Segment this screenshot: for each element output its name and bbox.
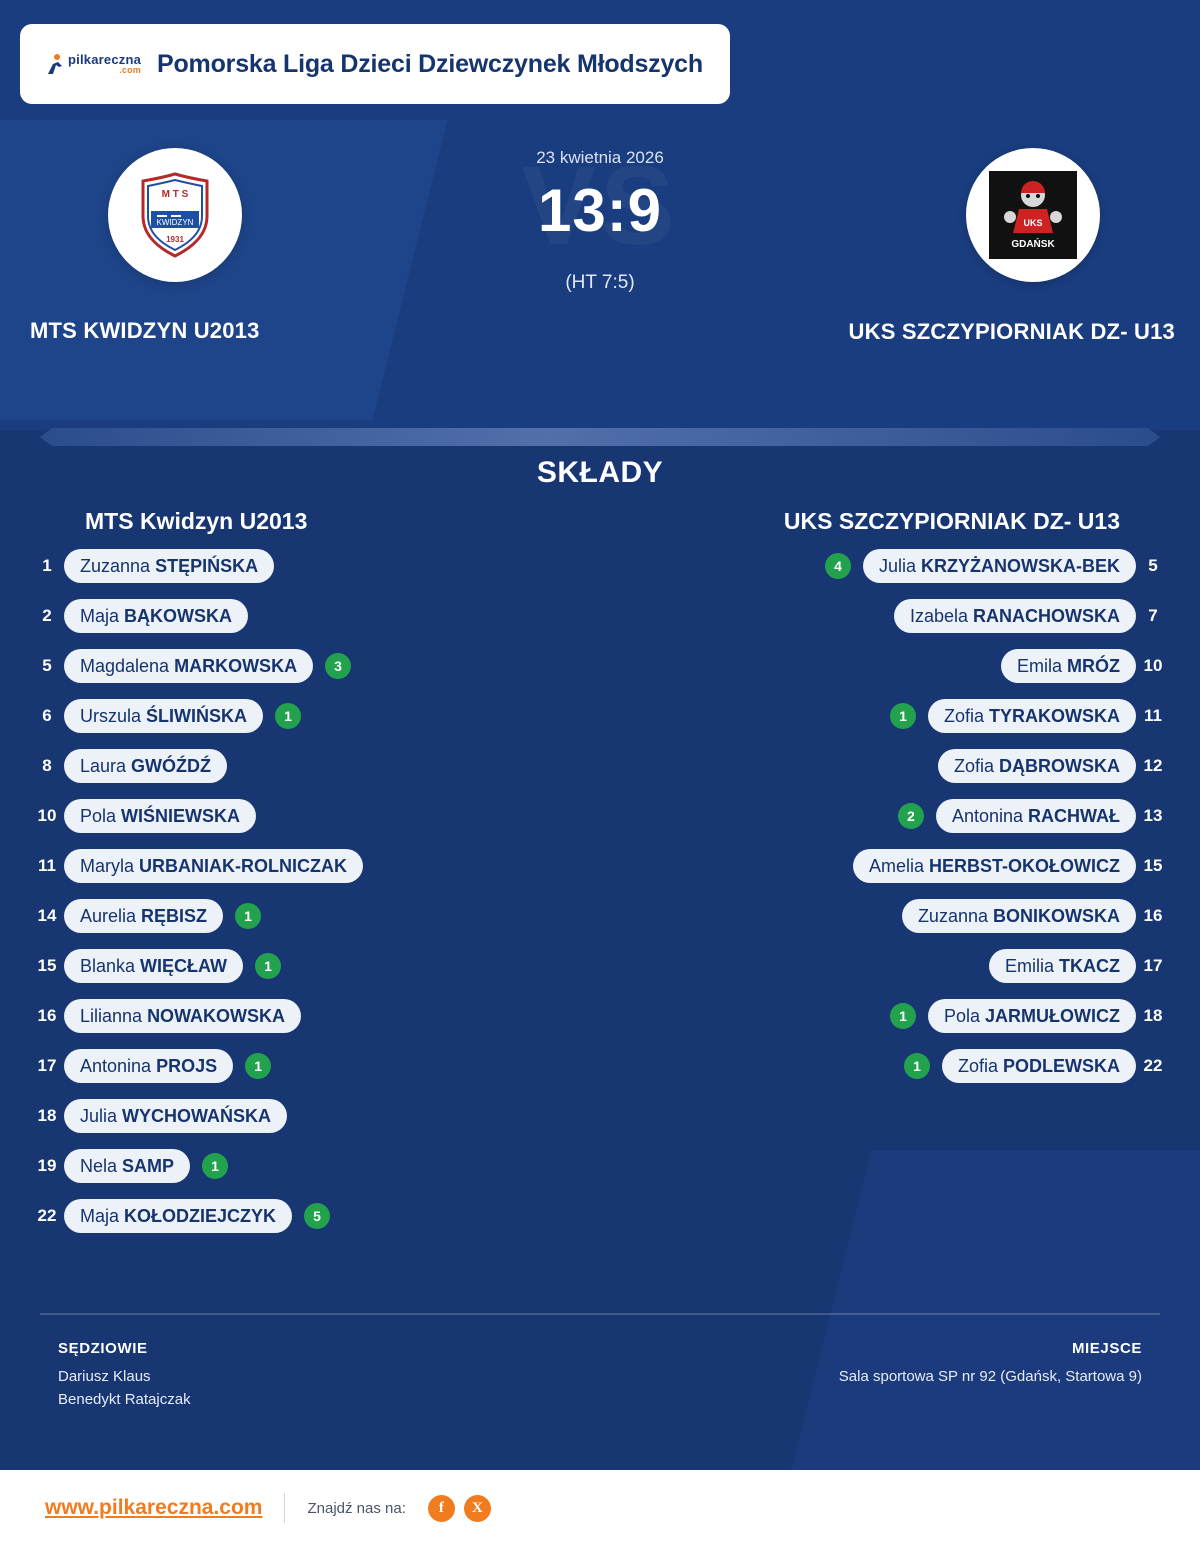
site-url-link[interactable]: www.pilkareczna.com: [45, 1496, 263, 1519]
match-score: 13:9: [537, 177, 663, 244]
player-number: 11: [38, 856, 56, 875]
player-last-name: SAMP: [122, 1155, 175, 1176]
player-last-name: JARMUŁOWICZ: [985, 1005, 1120, 1026]
player-name[interactable]: [64, 899, 223, 933]
player-number: 16: [1143, 906, 1163, 925]
header-card: [20, 24, 730, 104]
referee-name: Benedykt Ratajczak: [58, 1391, 191, 1409]
player-name[interactable]: [928, 999, 1136, 1033]
table-row[interactable]: [610, 899, 1170, 933]
goal-count-badge: 1: [890, 1003, 916, 1029]
player-number: 18: [37, 1106, 57, 1125]
player-first-name: Zofia: [957, 1055, 998, 1076]
player-last-name: KOŁODZIEJCZYK: [124, 1205, 277, 1226]
player-first-name: Pola: [943, 1005, 981, 1026]
player-number: 22: [1143, 1056, 1163, 1075]
table-row[interactable]: [610, 849, 1170, 883]
goal-count-badge: 1: [275, 703, 301, 729]
player-number: 17: [37, 1056, 57, 1075]
svg-text:1931: 1931: [166, 235, 184, 244]
player-first-name: Antonina: [80, 1055, 152, 1076]
player-number: 5: [42, 656, 52, 675]
player-last-name: DĄBROWSKA: [999, 755, 1120, 776]
away-lineup-column: [610, 508, 1170, 1099]
player-last-name: RĘBISZ: [141, 905, 208, 926]
table-row[interactable]: [30, 899, 590, 933]
player-first-name: Urszula: [80, 705, 142, 726]
player-name[interactable]: [989, 949, 1136, 983]
player-number: 16: [37, 1006, 57, 1025]
brand-suffix: .com: [119, 65, 142, 75]
player-number: 11: [1144, 706, 1162, 725]
svg-text:UKS: UKS: [1023, 218, 1043, 228]
halftime-score: (HT 7:5): [565, 272, 635, 293]
player-first-name: Emila: [1016, 655, 1062, 676]
away-lineup-title: UKS SZCZYPIORNIAK DZ- U13: [783, 508, 1120, 534]
svg-text:KWIDZYN: KWIDZYN: [156, 218, 194, 227]
table-row[interactable]: [30, 649, 590, 683]
player-name[interactable]: [64, 999, 301, 1033]
goal-count-badge: 1: [890, 703, 916, 729]
player-first-name: Aurelia: [80, 905, 137, 926]
referees-block: [58, 1340, 191, 1412]
lineups-section-title: SKŁADY: [536, 456, 664, 489]
player-number: 10: [1143, 656, 1163, 675]
player-last-name: WIĘCŁAW: [140, 955, 228, 976]
player-first-name: Julia: [80, 1105, 118, 1126]
player-name[interactable]: [936, 799, 1136, 833]
player-last-name: RACHWAŁ: [1028, 805, 1120, 826]
player-last-name: PODLEWSKA: [1003, 1055, 1120, 1076]
player-last-name: MRÓZ: [1067, 655, 1120, 676]
svg-text:M T S: M T S: [161, 189, 189, 200]
table-row[interactable]: [30, 749, 590, 783]
player-last-name: URBANIAK-ROLNICZAK: [139, 855, 347, 876]
player-name[interactable]: [64, 849, 363, 883]
goal-count-badge: 1: [245, 1053, 271, 1079]
player-last-name: WIŚNIEWSKA: [121, 805, 241, 826]
venue-name: Sala sportowa SP nr 92 (Gdańsk, Startowa 9): [838, 1368, 1142, 1385]
player-number: 14: [37, 906, 57, 925]
player-name[interactable]: [64, 699, 263, 733]
handball-player-icon: [44, 53, 64, 75]
table-row[interactable]: [30, 999, 590, 1033]
player-number: 17: [1143, 956, 1163, 975]
uks-szczypiorniak-crest-icon: [989, 171, 1077, 259]
home-team-crest: [108, 148, 242, 282]
player-first-name: Zofia: [943, 705, 984, 726]
player-first-name: Pola: [80, 805, 117, 826]
table-row[interactable]: [30, 1149, 590, 1183]
player-number: 18: [1143, 1006, 1163, 1025]
player-first-name: Antonina: [951, 805, 1023, 826]
table-row[interactable]: [30, 849, 590, 883]
x-twitter-icon[interactable]: X: [464, 1495, 491, 1522]
player-last-name: ŚLIWIŃSKA: [146, 705, 248, 726]
player-number: 15: [1143, 856, 1163, 875]
player-last-name: BĄKOWSKA: [124, 605, 233, 626]
player-first-name: Maryla: [80, 855, 135, 876]
brand-name: pilkareczna .com: [68, 52, 142, 75]
player-last-name: HERBST-OKOŁOWICZ: [929, 855, 1120, 876]
player-first-name: Maja: [80, 605, 120, 626]
table-row[interactable]: [610, 999, 1170, 1033]
venue-block: [839, 1340, 1142, 1388]
player-name[interactable]: [64, 1149, 190, 1183]
goal-count-badge: 1: [202, 1153, 228, 1179]
referees-label: SĘDZIOWIE: [58, 1340, 148, 1357]
goal-count-badge: 3: [325, 653, 351, 679]
player-number: 22: [37, 1206, 57, 1225]
player-first-name: Laura: [80, 755, 127, 776]
table-row[interactable]: [610, 799, 1170, 833]
player-last-name: PROJS: [156, 1055, 218, 1076]
goal-count-badge: 1: [904, 1053, 930, 1079]
table-row[interactable]: [610, 549, 1170, 583]
table-row[interactable]: [30, 1099, 590, 1133]
player-number: 7: [1148, 606, 1158, 625]
player-name[interactable]: [64, 549, 274, 583]
player-number: 12: [1143, 756, 1163, 775]
player-first-name: Julia: [878, 555, 917, 576]
footer-separator: [284, 1493, 285, 1523]
table-row[interactable]: [30, 699, 590, 733]
player-last-name: STĘPIŃSKA: [155, 555, 259, 576]
away-team-crest: [966, 148, 1100, 282]
footer-bar: [0, 1470, 1200, 1546]
player-name[interactable]: [863, 549, 1136, 583]
player-first-name: Magdalena: [80, 655, 170, 676]
player-name[interactable]: [64, 799, 256, 833]
player-number: 2: [42, 606, 52, 625]
player-first-name: Izabela: [909, 605, 968, 626]
away-team-name: UKS SZCZYPIORNIAK DZ- U13: [848, 319, 1175, 344]
goal-count-badge: 5: [304, 1203, 330, 1229]
player-last-name: NOWAKOWSKA: [147, 1005, 286, 1026]
home-team-name: MTS KWIDZYN U2013: [30, 318, 260, 343]
goal-count-badge: 1: [235, 903, 261, 929]
goal-count-badge: 2: [898, 803, 924, 829]
player-first-name: Nela: [80, 1155, 118, 1176]
player-name[interactable]: [894, 599, 1136, 633]
svg-text:GDAŃSK: GDAŃSK: [1011, 239, 1055, 250]
brand-logo[interactable]: [44, 53, 141, 75]
player-first-name: Emilia: [1004, 955, 1054, 976]
referee-name: Dariusz Klaus: [58, 1368, 151, 1385]
info-divider: [40, 1313, 1160, 1315]
player-name[interactable]: [64, 1199, 292, 1233]
facebook-icon[interactable]: f: [428, 1495, 455, 1522]
goal-count-badge: 4: [825, 553, 851, 579]
table-row[interactable]: [610, 1049, 1170, 1083]
player-first-name: Zofia: [953, 755, 994, 776]
player-number: 6: [42, 706, 52, 725]
venue-label: MIEJSCE: [1071, 1340, 1142, 1357]
player-name[interactable]: [853, 849, 1136, 883]
goal-count-badge: 1: [255, 953, 281, 979]
home-lineup-column: [30, 508, 590, 1249]
table-row[interactable]: [610, 749, 1170, 783]
mts-kwidzyn-crest-icon: [137, 172, 213, 258]
home-lineup-title: MTS Kwidzyn U2013: [85, 508, 308, 534]
table-row[interactable]: [30, 799, 590, 833]
player-number: 15: [37, 956, 57, 975]
social-links: [428, 1495, 491, 1522]
player-name[interactable]: [902, 899, 1136, 933]
table-row[interactable]: [30, 599, 590, 633]
player-first-name: Zuzanna: [917, 905, 988, 926]
table-row[interactable]: [30, 1199, 590, 1233]
player-name[interactable]: [64, 649, 313, 683]
player-last-name: RANACHOWSKA: [973, 605, 1120, 626]
player-number: 8: [42, 756, 52, 775]
player-last-name: TYRAKOWSKA: [989, 705, 1120, 726]
player-first-name: Amelia: [868, 855, 924, 876]
player-first-name: Blanka: [80, 955, 136, 976]
player-number: 10: [37, 806, 57, 825]
league-title: Pomorska Liga Dzieci Dziewczynek Młodszych: [157, 49, 703, 78]
player-name[interactable]: [1001, 649, 1136, 683]
player-number: 13: [1143, 806, 1163, 825]
table-row[interactable]: [30, 1049, 590, 1083]
player-last-name: BONIKOWSKA: [993, 905, 1120, 926]
player-name[interactable]: [64, 749, 227, 783]
section-divider-band: [40, 428, 1160, 446]
player-last-name: MARKOWSKA: [174, 655, 298, 676]
player-name[interactable]: [64, 1049, 233, 1083]
player-name[interactable]: [942, 1049, 1136, 1083]
table-row[interactable]: [610, 599, 1170, 633]
player-name[interactable]: [64, 599, 248, 633]
player-last-name: WYCHOWAŃSKA: [122, 1105, 272, 1126]
player-number: 5: [1148, 556, 1158, 575]
table-row[interactable]: [610, 949, 1170, 983]
player-name[interactable]: [938, 749, 1136, 783]
player-last-name: KRZYŻANOWSKA-BEK: [921, 555, 1120, 576]
player-number: 1: [42, 556, 52, 575]
player-number: 19: [37, 1156, 57, 1175]
player-first-name: Maja: [80, 1205, 120, 1226]
table-row[interactable]: [30, 949, 590, 983]
player-first-name: Zuzanna: [80, 555, 151, 576]
table-row[interactable]: [610, 699, 1170, 733]
table-row[interactable]: [30, 549, 590, 583]
table-row[interactable]: [610, 649, 1170, 683]
player-last-name: GWÓŹDŹ: [131, 755, 212, 776]
player-name[interactable]: [64, 1099, 287, 1133]
player-first-name: Lilianna: [80, 1005, 143, 1026]
follow-us-label: Znajdź nas na:: [307, 1499, 406, 1517]
player-name[interactable]: [64, 949, 243, 983]
player-last-name: TKACZ: [1059, 955, 1120, 976]
match-date: 23 kwietnia 2026: [536, 148, 664, 167]
player-name[interactable]: [928, 699, 1136, 733]
